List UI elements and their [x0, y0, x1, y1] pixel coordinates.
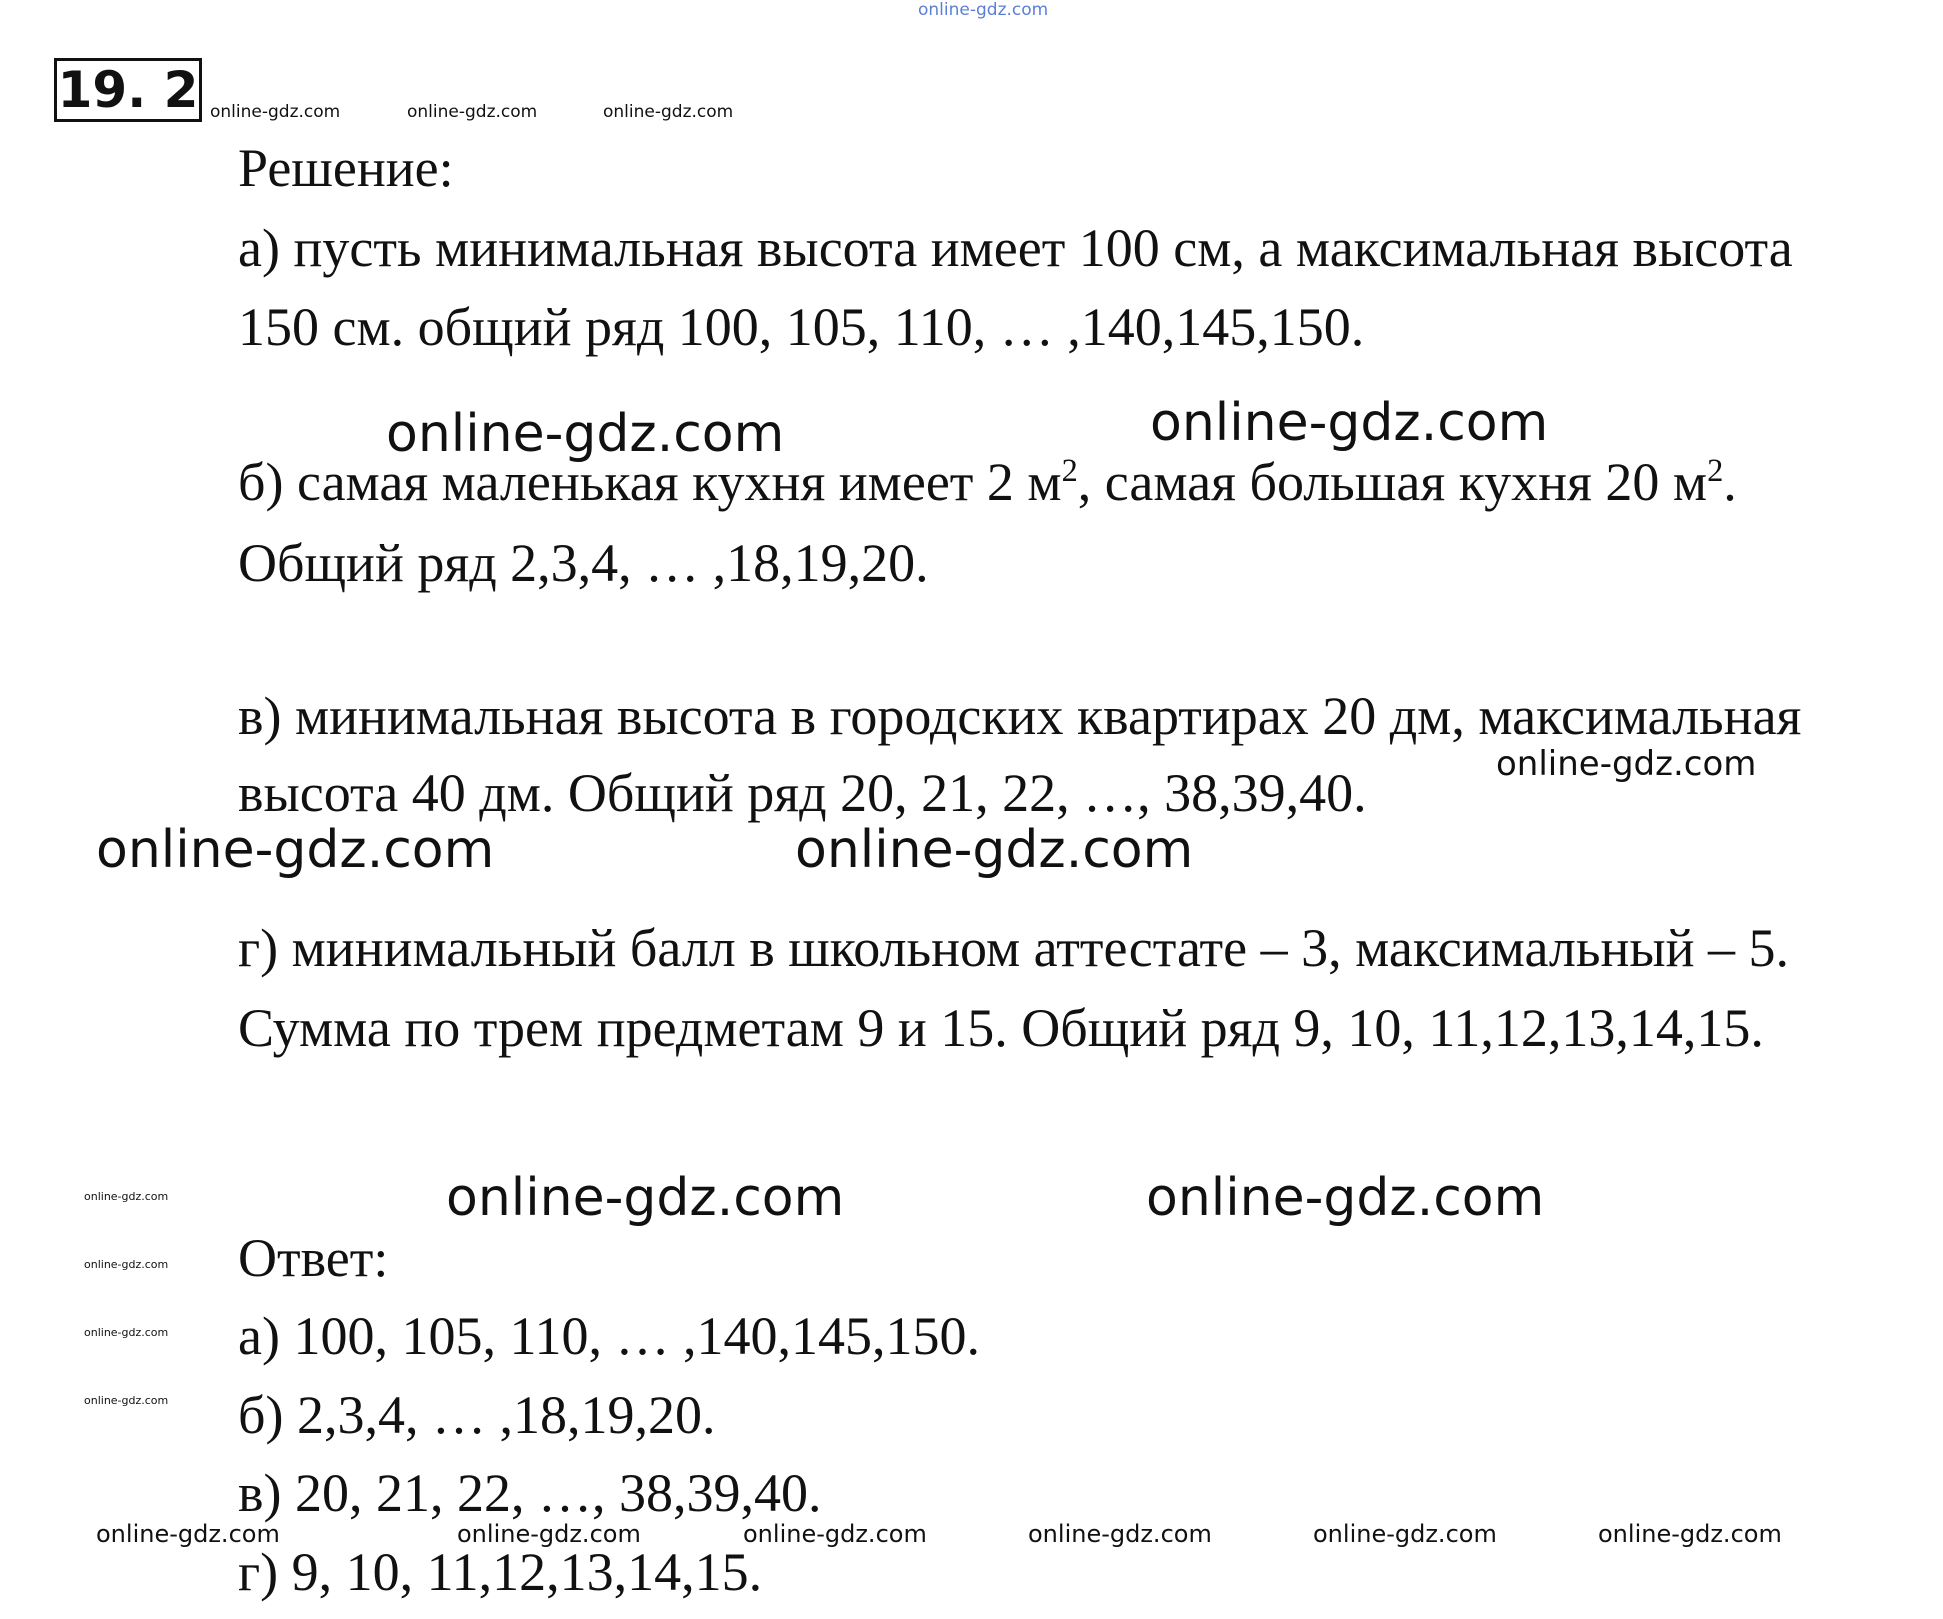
answer-heading: Ответ: — [238, 1228, 389, 1288]
item-b-text-2: , самая большая кухня 20 м — [1077, 452, 1708, 512]
watermark-row-3: online-gdz.com — [743, 1520, 927, 1548]
task-number-box: 19. 2 — [54, 58, 202, 122]
answer-d: г) 9, 10, 11,12,13,14,15. — [238, 1542, 763, 1602]
watermark-big-3: online-gdz.com — [96, 820, 495, 880]
watermark-big-6: online-gdz.com — [1146, 1168, 1545, 1228]
watermark-header-2: online-gdz.com — [407, 102, 538, 122]
item-b-superscript-1: 2 — [1061, 453, 1078, 489]
watermark-big-5: online-gdz.com — [446, 1168, 845, 1228]
watermark-big-4: online-gdz.com — [795, 820, 1194, 880]
item-a-line1: а) пусть минимальная высота имеет 100 см, а максимальная высота — [238, 218, 1793, 278]
watermark-row-5: online-gdz.com — [1313, 1520, 1497, 1548]
item-d-line2: Сумма по трем предметам 9 и 15. Общий ряд 9, 10, 11,12,13,14,15. — [238, 998, 1764, 1058]
item-a-line2: 150 см. общий ряд 100, 105, 110, … ,140,145,150. — [238, 297, 1365, 357]
watermark-tiny-3: online-gdz.com — [84, 1326, 169, 1339]
item-c-line2: высота 40 дм. Общий ряд 20, 21, 22, …, 38,39,40. — [238, 763, 1367, 823]
answer-b: б) 2,3,4, … ,18,19,20. — [238, 1385, 716, 1445]
watermark-row-2: online-gdz.com — [457, 1520, 641, 1548]
item-c-line1: в) минимальная высота в городских квартирах 20 дм, максимальная — [238, 686, 1802, 746]
watermark-row-4: online-gdz.com — [1028, 1520, 1212, 1548]
item-d-line1: г) минимальный балл в школьном аттестате – 3, максимальный – 5. — [238, 918, 1790, 978]
watermark-header-3: online-gdz.com — [603, 102, 734, 122]
watermark-tiny-2: online-gdz.com — [84, 1258, 169, 1271]
answer-c: в) 20, 21, 22, …, 38,39,40. — [238, 1463, 822, 1523]
watermark-header-1: online-gdz.com — [210, 102, 341, 122]
item-b-text-1: б) самая маленькая кухня имеет 2 м — [238, 452, 1062, 512]
item-b-text-3: . — [1723, 452, 1737, 512]
watermark-mid-1: online-gdz.com — [1496, 744, 1757, 784]
answer-a: а) 100, 105, 110, … ,140,145,150. — [238, 1306, 980, 1366]
item-b-line2: Общий ряд 2,3,4, … ,18,19,20. — [238, 533, 929, 593]
watermark-top: online-gdz.com — [918, 0, 1049, 20]
watermark-row-6: online-gdz.com — [1598, 1520, 1782, 1548]
watermark-row-1: online-gdz.com — [96, 1520, 280, 1548]
watermark-tiny-4: online-gdz.com — [84, 1394, 169, 1407]
watermark-big-2: online-gdz.com — [1150, 393, 1549, 453]
item-b-line1 — [238, 452, 1737, 512]
item-b-superscript-2: 2 — [1707, 453, 1724, 489]
solution-heading: Решение: — [238, 138, 454, 198]
watermark-big-1: online-gdz.com — [386, 404, 785, 464]
watermark-tiny-1: online-gdz.com — [84, 1190, 169, 1203]
